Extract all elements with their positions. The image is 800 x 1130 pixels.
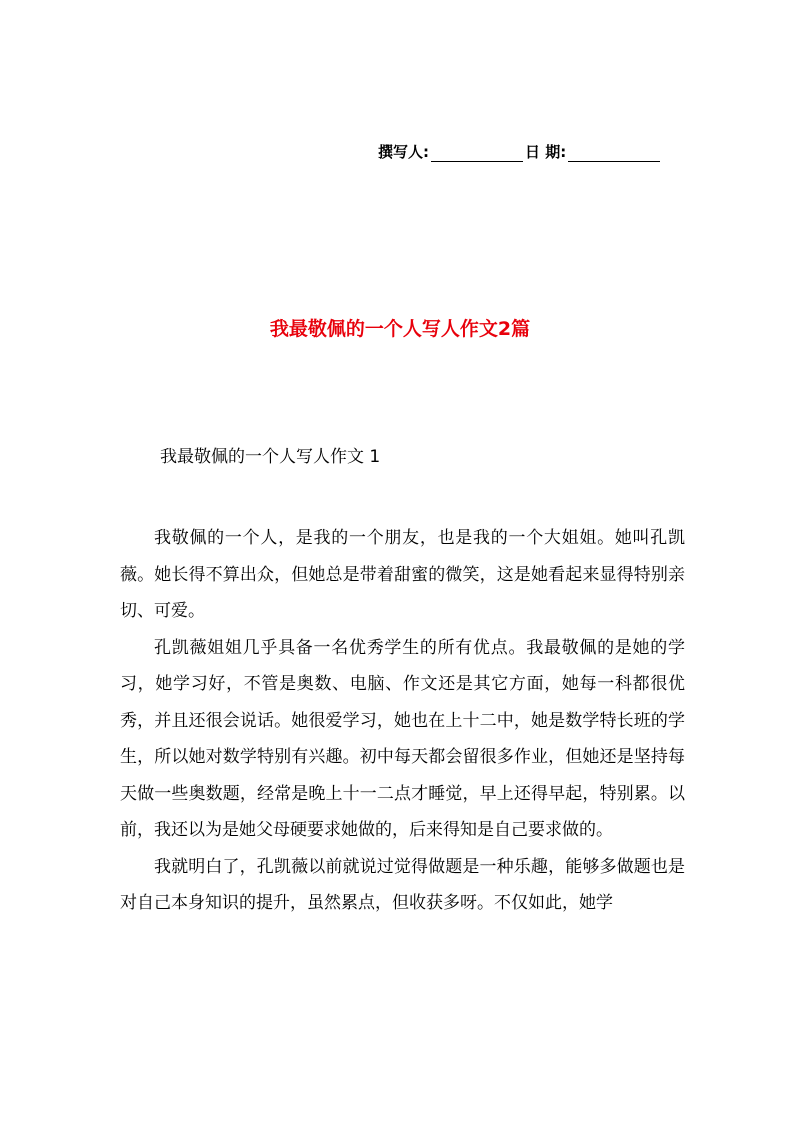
author-label: 撰写人: (378, 143, 429, 161)
author-date-line (378, 141, 688, 163)
paragraph-3: 我就明白了，孔凯薇以前就说过觉得做题是一种乐趣，能够多做题也是对自己本身知识的提升，虽然累点，但收获多呀。不仅如此，她学 (120, 856, 685, 913)
date-blank (568, 146, 660, 162)
author-blank (431, 146, 523, 162)
document-title: 我最敬佩的一个人写人作文2篇 (269, 318, 531, 340)
essay-subtitle: 我最敬佩的一个人写人作文 1 (160, 447, 381, 467)
essay-body (120, 520, 685, 922)
paragraph-1: 我敬佩的一个人，是我的一个朋友，也是我的一个大姐姐。她叫孔凯薇。她长得不算出众，但她总是带着甜蜜的微笑，这是她看起来显得特别亲切、可爱。 (120, 528, 685, 621)
date-label: 日 期: (525, 143, 567, 161)
paragraph-2: 孔凯薇姐姐几乎具备一名优秀学生的所有优点。我最敬佩的是她的学习，她学习好，不管是奥数、电脑、作文还是其它方面，她每一科都很优秀，并且还很会说话。她很爱学习，她也在上十二中，她是数学特长班的学生，所以她对数学特别有兴趣。初中每天都会留很多作业，但她还是坚持每天做一些奥数题，经常是晚上十一二点才睡觉，早上还得早起，特别累。以前，我还以为是她父母硬要求她做的，后来得知是自己要求做的。 (120, 637, 685, 840)
